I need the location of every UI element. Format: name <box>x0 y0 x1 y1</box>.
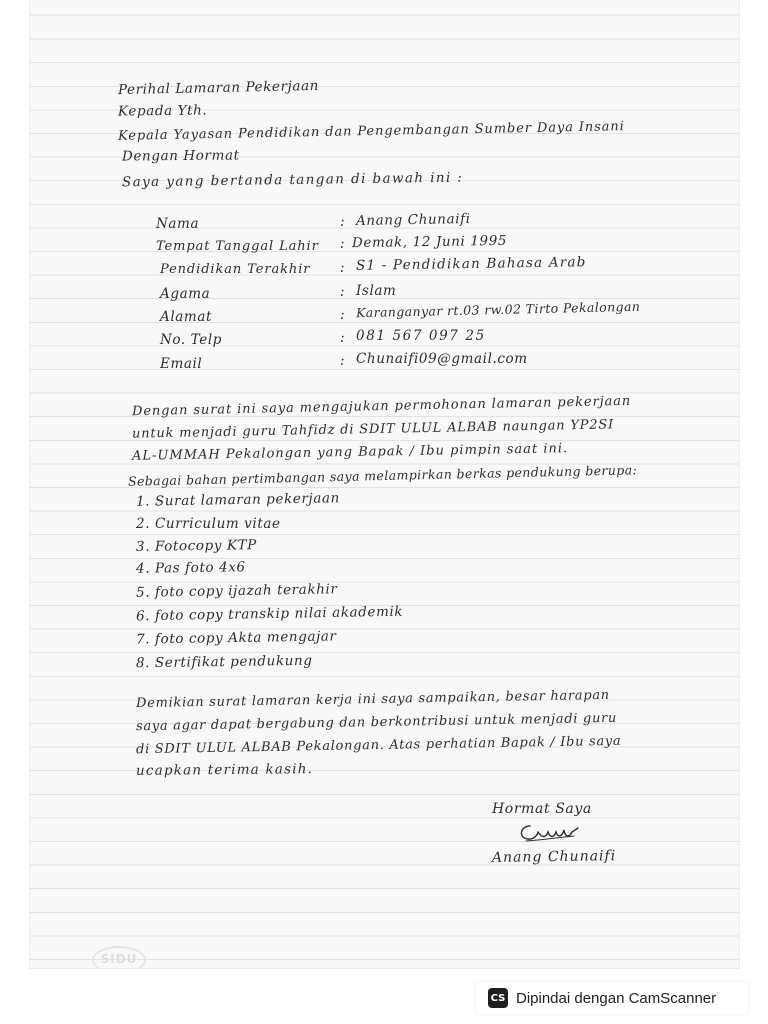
closing-line: Demikian surat lamaran kerja ini saya sampaikan, besar harapan <box>135 687 610 712</box>
field-value: 081 567 097 25 <box>356 328 486 344</box>
field-label: Tempat Tanggal Lahir <box>156 239 319 254</box>
subject-line: Perihal Lamaran Pekerjaan <box>117 77 320 99</box>
field-value: Anang Chunaifi <box>355 211 471 229</box>
body-line: Dengan surat ini saya mengajukan permohonan lamaran pekerjaan <box>131 393 632 420</box>
field-separator: : <box>340 214 346 230</box>
closing-line: saya agar dapat bergabung dan berkontribusi untuk menjadi guru <box>135 710 618 735</box>
field-separator: : <box>340 330 346 346</box>
field-value: Chunaifi09@gmail.com <box>356 351 528 367</box>
field-value: Demak, 12 Juni 1995 <box>351 232 508 252</box>
recipient-salutation: Kepada Yth. <box>117 102 208 120</box>
list-item: 2. Curriculum vitae <box>136 516 281 532</box>
field-label: Pendidikan Terakhir <box>160 262 311 277</box>
signoff: Hormat Saya <box>492 801 592 817</box>
list-item: 1. Surat lamaran pekerjaan <box>135 490 340 510</box>
paper-brand-stamp: SIDU <box>92 946 146 968</box>
list-item: 6. foto copy transkip nilai akademik <box>135 603 404 625</box>
body-line: Sebagai bahan pertimbangan saya melampirkan berkas pendukung berupa: <box>127 462 638 489</box>
intro-line: Saya yang bertanda tangan di bawah ini : <box>121 169 464 191</box>
field-label: Agama <box>160 286 211 302</box>
letter-paper <box>30 0 739 968</box>
field-label: Email <box>160 356 203 372</box>
list-item: 3. Fotocopy KTP <box>135 537 258 555</box>
list-item: 7. foto copy Akta mengajar <box>135 628 337 648</box>
field-value: Karanganyar rt.03 rw.02 Tirto Pekalongan <box>355 298 641 321</box>
field-separator: : <box>340 236 346 252</box>
signature-scribble <box>516 818 586 846</box>
body-line: untuk menjadi guru Tahfidz di SDIT ULUL ALBAB naungan YP2SI <box>131 417 615 442</box>
closing-line: ucapkan terima kasih. <box>135 761 314 779</box>
closing-line: di SDIT ULUL ALBAB Pekalongan. Atas perhatian Bapak / Ibu saya <box>135 733 622 758</box>
field-label: No. Telp <box>160 332 222 348</box>
list-item: 8. Sertifikat pendukung <box>135 652 313 672</box>
field-value: Islam <box>356 283 397 299</box>
list-item: 4. Pas foto 4x6 <box>135 559 246 577</box>
field-label: Alamat <box>160 309 212 325</box>
watermark-text: Dipindai dengan CamScanner <box>516 989 717 1007</box>
field-separator: : <box>340 260 346 276</box>
field-label: Nama <box>156 216 200 232</box>
field-separator: : <box>340 353 346 369</box>
camscanner-watermark <box>476 982 748 1014</box>
recipient-name: Kepala Yayasan Pendidikan dan Pengembangan Sumber Daya Insani <box>117 119 625 144</box>
field-separator: : <box>340 307 346 323</box>
camscanner-logo-icon: CS <box>488 988 508 1008</box>
field-value: S1 - Pendidikan Bahasa Arab <box>355 254 587 274</box>
signer-name: Anang Chunaifi <box>491 848 617 866</box>
body-line: AL-UMMAH Pekalongan yang Bapak / Ibu pimpin saat ini. <box>131 441 569 464</box>
field-separator: : <box>340 284 346 300</box>
greeting: Dengan Hormat <box>121 147 240 165</box>
list-item: 5. foto copy ijazah terakhir <box>135 581 338 601</box>
